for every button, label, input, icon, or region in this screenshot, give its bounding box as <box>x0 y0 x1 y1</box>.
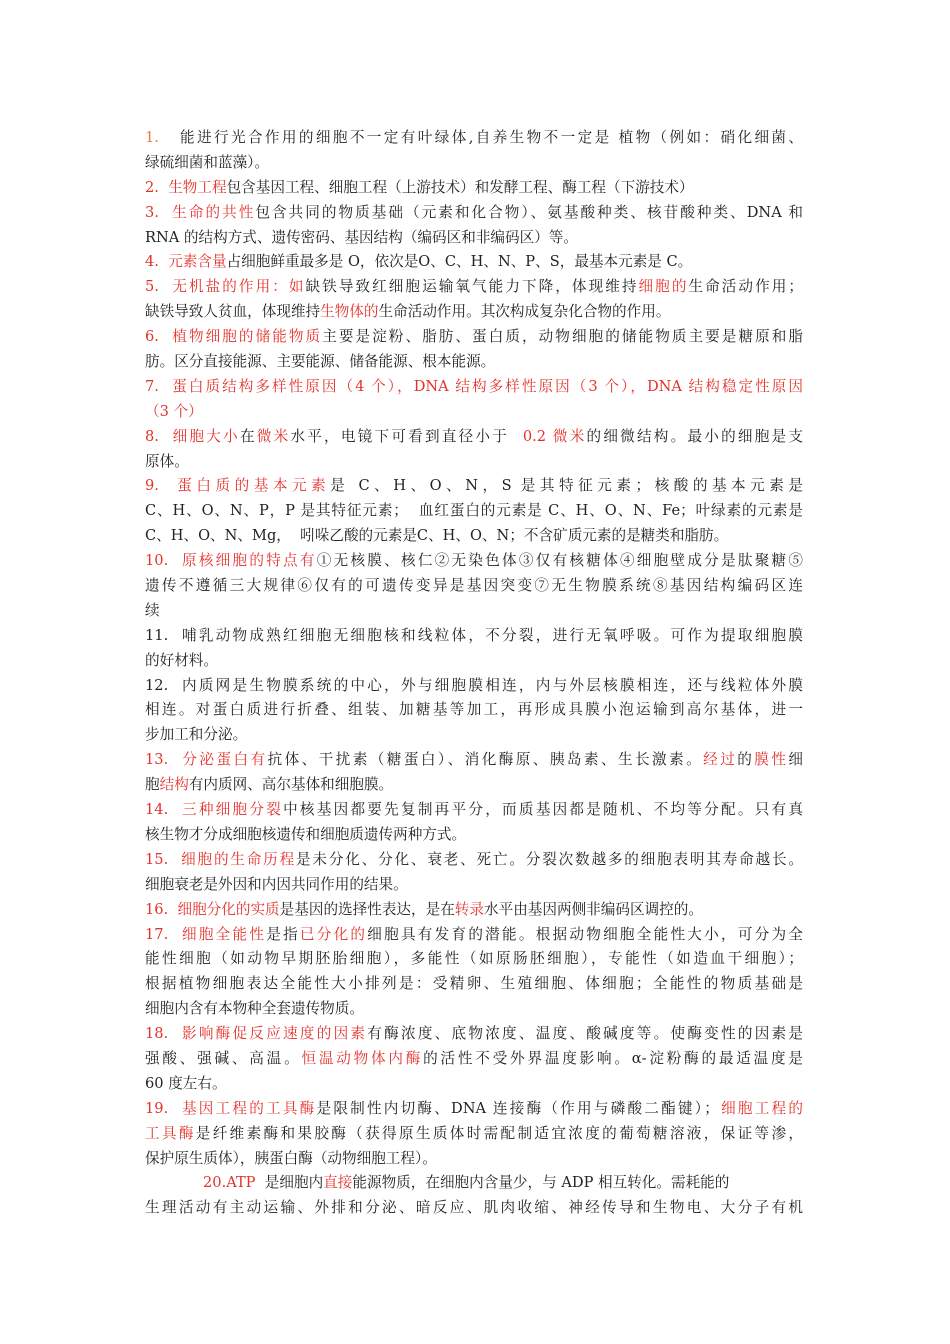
text-line <box>145 201 803 226</box>
paragraph-14 <box>145 798 803 848</box>
paragraph-10 <box>145 549 803 624</box>
text-segment: RNA 的结构方式、遗传密码、基因结构（编码区和非编码区）等。 <box>145 228 578 246</box>
text-line <box>145 1171 803 1196</box>
text-line <box>145 972 803 997</box>
text-line <box>145 1022 803 1047</box>
text-segment: 的细微结构。最小的细胞是支 <box>586 427 803 445</box>
text-line <box>145 773 803 798</box>
paragraph-16 <box>145 898 803 923</box>
text-line <box>145 624 803 649</box>
text-segment: 是未分化、分化、衰老、死亡。分裂次数越多的细胞表明其寿命越长。 <box>296 850 803 868</box>
text-segment: 中核基因都要先复制再平分，而质基因都是随机、不均等分配。只有真 <box>283 801 803 819</box>
text-line <box>145 698 803 723</box>
text-line <box>145 524 803 549</box>
text-line <box>145 599 803 624</box>
text-line <box>145 425 803 450</box>
paragraph-1 <box>145 126 803 176</box>
text-line <box>145 823 803 848</box>
highlighted-text: 7. 蛋白质结构多样性原因（4 个），DNA 结构多样性原因（3 个），DNA 结构稳定性原因 <box>145 377 803 395</box>
text-segment: 原体。 <box>145 452 189 470</box>
paragraph-17 <box>145 923 803 1023</box>
text-segment: 肪。区分直接能源、主要能源、储备能源、根本能源。 <box>145 353 496 371</box>
text-line <box>145 300 803 325</box>
text-segment: 细胞具有发育的潜能。根据动物细胞全能性大小，可分为全 <box>367 925 803 943</box>
highlighted-text: 17. 细胞全能性 <box>145 925 267 943</box>
text-segment: 包含基因工程、细胞工程（上游技术）和发酵工程、酶工程（下游技术） <box>226 178 694 196</box>
paragraph-9 <box>145 474 803 549</box>
text-segment: 是基因的选择性表达，是在 <box>279 900 455 918</box>
text-segment: 根据植物细胞表达全能性大小排列是：受精卵、生殖细胞、体细胞；全能性的物质基础是 <box>145 975 803 993</box>
text-segment: 是限制性内切酶、DNA 连接酶（作用与磷酸二酯键）； <box>316 1099 719 1117</box>
highlighted-text: 细胞的 <box>638 278 689 296</box>
text-segment: 能进行光合作用的细胞不一定有叶绿体,自养生物不一定是 植物（例如：硝化细菌、 <box>172 129 804 146</box>
text-line <box>145 649 803 674</box>
highlighted-text: 转录 <box>454 900 484 918</box>
text-segment: 生命活动作用。其次构成复杂化合物的作用。 <box>378 303 671 321</box>
text-segment: 在 <box>239 427 257 445</box>
text-segment: 11. 哺乳动物成熟红细胞无细胞核和线粒体，不分裂，进行无氧呼吸。可作为提取细胞膜 <box>145 626 803 644</box>
highlighted-text: 膜性 <box>754 751 789 769</box>
text-line <box>145 474 803 499</box>
text-line <box>145 873 803 898</box>
text-line <box>145 250 803 275</box>
text-segment: 缺铁导致红细胞运输氧气能力下降，体现维持 <box>305 278 639 296</box>
text-segment: 是细胞内 <box>255 1174 324 1192</box>
highlighted-text: 13. 分泌蛋白有 <box>145 751 268 769</box>
highlighted-text: 4. 元素含量 <box>145 253 227 271</box>
text-segment: C、H、O、N、P，P 是其特征元素； 血红蛋白的元素是 C、H、O、N、Fe；叶绿素的元素是 <box>145 502 803 520</box>
text-line <box>145 574 803 599</box>
text-segment: 生理活动有主动运输、外排和分泌、暗反应、肌肉收缩、神经传导和生物电、大分子有机 <box>145 1199 803 1217</box>
text-line <box>145 997 803 1022</box>
paragraph-13 <box>145 748 803 798</box>
text-segment: 能性细胞（如动物早期胚胎细胞），多能性（如原肠胚细胞），专能性（如造血干细胞）； <box>145 950 803 968</box>
text-segment: 主要是淀粉、脂肪、蛋白质，动物细胞的储能物质主要是糖原和脂 <box>322 328 804 346</box>
text-line <box>145 898 803 923</box>
highlighted-text: 8. 细胞大小 <box>145 427 240 445</box>
text-segment: 是纤维素酶和果胶酶（获得原生质体时需配制适宜浓度的葡萄糖溶液，保证等渗， <box>195 1124 803 1142</box>
text-segment: 水平，电镜下可看到直径小于 <box>290 427 523 445</box>
text-segment: 12. 内质网是生物膜系统的中心，外与细胞膜相连，内与外层核膜相连，还与线粒体外膜 <box>145 676 803 694</box>
text-segment: 缺铁导致人贫血，体现维持 <box>145 303 321 321</box>
highlighted-text: 14. 三种细胞分裂 <box>145 801 284 819</box>
text-line <box>145 1072 803 1097</box>
text-line <box>145 450 803 475</box>
text-segment: 的 <box>737 751 755 769</box>
paragraph-20 <box>145 1171 803 1221</box>
highlighted-text: 结构 <box>159 776 189 794</box>
highlighted-text: 10. 原核细胞的特点有 <box>145 552 317 570</box>
paragraph-4 <box>145 250 803 275</box>
text-line <box>145 275 803 300</box>
paragraph-19 <box>145 1097 803 1172</box>
paragraph-2 <box>145 176 803 201</box>
text-line <box>145 848 803 873</box>
highlighted-text: 已分化的 <box>299 925 368 943</box>
text-segment: 抗体、干扰素（糖蛋白）、消化酶原、胰岛素、生长激素。 <box>267 751 704 769</box>
paragraph-8 <box>145 425 803 475</box>
highlighted-text: 9. 蛋白质的基本元素 <box>145 477 331 495</box>
highlighted-text: 细胞工程的 <box>718 1099 803 1117</box>
text-line <box>145 226 803 251</box>
text-segment: 步加工和分泌。 <box>145 726 248 744</box>
text-segment: 续 <box>145 601 160 619</box>
highlighted-text: 生物体的 <box>320 303 379 321</box>
text-line <box>145 325 803 350</box>
text-line <box>145 1047 803 1072</box>
paragraph-3 <box>145 201 803 251</box>
highlighted-text: 16. 细胞分化的实质 <box>145 900 280 918</box>
highlighted-text: 经过 <box>703 751 738 769</box>
text-line <box>145 176 803 201</box>
highlighted-text: 微米 <box>256 427 291 445</box>
highlighted-text: 3. 生命的共性 <box>145 203 256 221</box>
highlighted-text: 19. 基因工程的工具酶 <box>145 1099 317 1117</box>
text-segment: 水平由基因两侧非编码区调控的。 <box>484 900 703 918</box>
text-segment: 细 <box>788 751 803 769</box>
text-segment: 细胞内含有本物种全套遗传物质。 <box>145 1000 364 1018</box>
paragraph-12 <box>145 674 803 749</box>
paragraph-15 <box>145 848 803 898</box>
text-segment: 遗传不遵循三大规律⑥仅有的可遗传变异是基因突变⑦无生物膜系统⑧基因结构编码区连 <box>145 577 803 595</box>
text-segment: 胞 <box>145 776 160 794</box>
highlighted-text: 6. 植物细胞的储能物质 <box>145 328 323 346</box>
highlighted-text: 恒温动物体内酶 <box>301 1049 424 1067</box>
text-line <box>145 1097 803 1122</box>
text-segment: 是指 <box>266 925 300 943</box>
paragraph-7 <box>145 375 803 425</box>
text-line <box>145 1147 803 1172</box>
highlighted-text: 2. 生物工程 <box>145 178 227 196</box>
text-line <box>145 674 803 699</box>
text-segment: 有酶浓度、底物浓度、温度、酸碱度等。使酶变性的因素是 <box>367 1025 803 1043</box>
text-line <box>145 126 803 151</box>
document-body <box>145 126 803 1221</box>
highlighted-text: 20.ATP <box>203 1174 256 1192</box>
text-segment: ①无核膜、核仁②无染色体③仅有核糖体④细胞壁成分是肽聚糖⑤ <box>316 552 803 570</box>
text-line <box>145 1196 803 1221</box>
highlighted-text: 0.2 微米 <box>522 427 587 445</box>
text-line <box>145 350 803 375</box>
text-line <box>145 1122 803 1147</box>
text-segment: 相连。对蛋白质进行折叠、组装、加糖基等加工，再形成具膜小泡运输到高尔基体，进一 <box>145 701 803 719</box>
text-line <box>145 375 803 400</box>
text-segment: 保护原生质体），胰蛋白酶（动物细胞工程）。 <box>145 1149 437 1167</box>
text-segment: 占细胞鲜重最多是 O，依次是O、C、H、N、P、S，最基本元素是 C。 <box>226 253 693 271</box>
text-segment: 的活性不受外界温度影响。α-淀粉酶的最适温度是 <box>423 1049 803 1067</box>
highlighted-text: 1. <box>145 129 173 146</box>
text-line <box>145 723 803 748</box>
text-line <box>145 549 803 574</box>
text-line <box>145 400 803 425</box>
text-segment: 强酸、强碱、高温。 <box>145 1049 302 1067</box>
highlighted-text: （3 个） <box>145 402 203 420</box>
highlighted-text: 工具酶 <box>145 1124 196 1142</box>
text-segment: 能源物质，在细胞内含量少，与 ADP 相互转化。需耗能的 <box>352 1174 730 1192</box>
paragraph-18 <box>145 1022 803 1097</box>
text-line <box>145 748 803 773</box>
paragraph-6 <box>145 325 803 375</box>
text-line <box>145 923 803 948</box>
text-line <box>145 499 803 524</box>
text-segment: 包含共同的物质基础（元素和化合物）、氨基酸种类、核苷酸种类、DNA 和 <box>255 203 803 221</box>
text-segment: 生命活动作用； <box>688 278 803 296</box>
text-segment: 核生物才分成细胞核遗传和细胞质遗传两种方式。 <box>145 825 467 843</box>
text-segment: C、H、O、N、Mg， 吲哚乙酸的元素是C、H、O、N；不含矿质元素的是糖类和脂肪。 <box>145 527 729 545</box>
text-line <box>145 798 803 823</box>
text-segment: 是 C、H、O、N，S 是其特征元素；核酸的基本元素是 <box>330 477 803 495</box>
text-line <box>145 151 803 176</box>
text-line <box>145 947 803 972</box>
text-segment: 的好材料。 <box>145 651 218 669</box>
highlighted-text: 18. 影响酶促反应速度的因素 <box>145 1025 368 1043</box>
text-segment: 60 度左右。 <box>145 1074 227 1092</box>
paragraph-5 <box>145 275 803 325</box>
text-segment: 绿硫细菌和蓝藻）。 <box>145 153 270 171</box>
highlighted-text: 直接 <box>323 1174 353 1192</box>
text-segment: 有内质网、高尔基体和细胞膜。 <box>188 776 394 794</box>
paragraph-11 <box>145 624 803 674</box>
highlighted-text: 5. 无机盐的作用：如 <box>145 278 306 296</box>
text-segment: 细胞衰老是外因和内因共同作用的结果。 <box>145 875 408 893</box>
highlighted-text: 15. 细胞的生命历程 <box>145 850 297 868</box>
